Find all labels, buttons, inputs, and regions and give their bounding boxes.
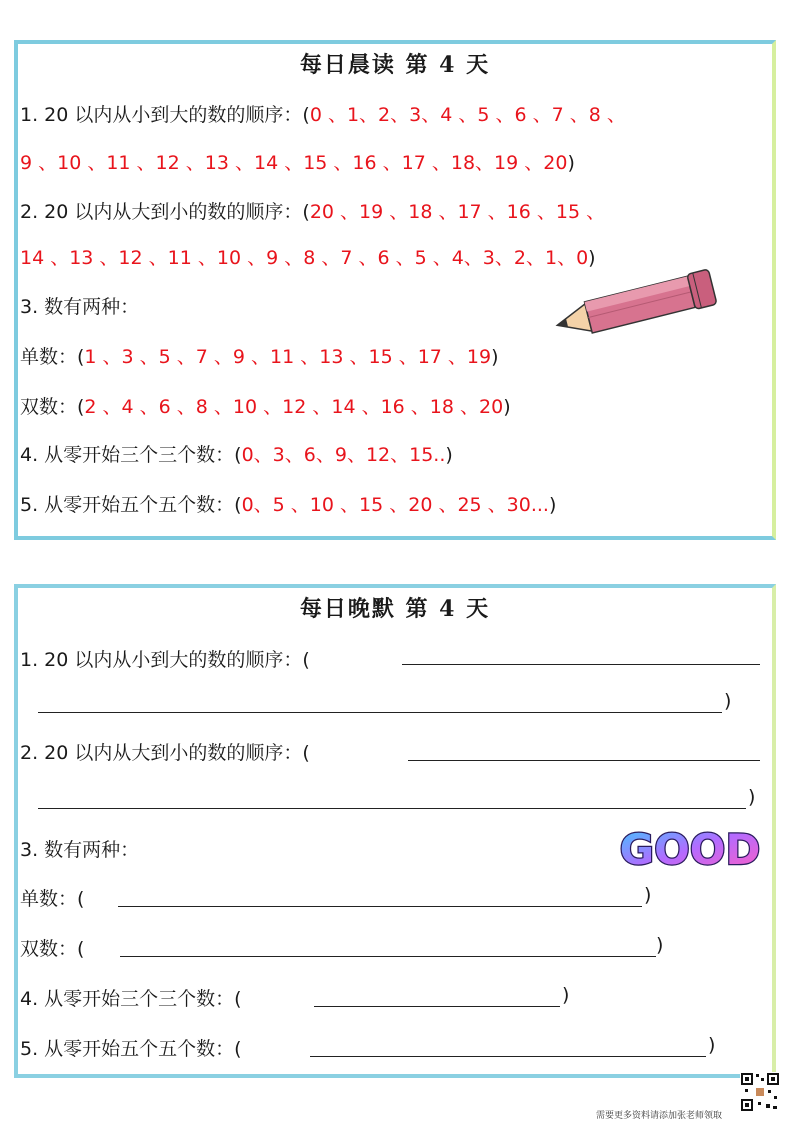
morning-q1-answer-2: 9 、10 、11 、12 、13 、14 、15 、16 、17 、18、19 、20 bbox=[20, 152, 568, 174]
morning-q3: 3. 数有两种： bbox=[20, 296, 140, 318]
morning-q5-values: 0、5 、10 、15 、20 、25 、30... bbox=[241, 494, 549, 516]
morning-q4-label: 4. 从零开始三个三个数：( bbox=[20, 444, 242, 466]
evening-q5-label: 5. 从零开始五个五个数：( bbox=[20, 1038, 242, 1060]
evening-q1-close: ) bbox=[724, 690, 732, 712]
morning-even-values: 2 、4 、6 、8 、10 、12 、14 、16 、18 、20 bbox=[84, 396, 504, 418]
morning-even-label: 双数：( bbox=[20, 396, 85, 418]
evening-q4-label: 4. 从零开始三个三个数：( bbox=[20, 988, 242, 1010]
morning-q2 bbox=[20, 197, 605, 224]
morning-q2-answer-2: 14 、13 、12 、11 、10 、9 、8 、7 、6 、5 、4、3、2、1、0 bbox=[20, 247, 589, 269]
morning-q1-cont: 9 、10 、11 、12 、13 、14 、15 、16 、17 、18、19 、20) bbox=[20, 152, 575, 174]
evening-q1-blank-1[interactable] bbox=[402, 646, 760, 665]
morning-q2-answer-1: 20 、19 、18 、17 、16 、15 、 bbox=[309, 201, 606, 223]
morning-q4-values: 0、3、6、9、12、15.. bbox=[241, 444, 446, 466]
evening-q2-close: ) bbox=[748, 786, 756, 808]
morning-title: 每日晨读 第 4 天 bbox=[299, 52, 491, 78]
evening-q1-blank-2[interactable] bbox=[38, 694, 722, 713]
morning-q2-cont: 14 、13 、12 、11 、10 、9 、8 、7 、6 、5 、4、3、2、1、0) bbox=[20, 247, 596, 269]
evening-q3: 3. 数有两种： bbox=[20, 839, 140, 861]
morning-q5-label: 5. 从零开始五个五个数：( bbox=[20, 494, 242, 516]
morning-q1-answer-1: 0 、1、2、3、4 、5 、6 、7 、8 、 bbox=[309, 104, 626, 126]
evening-title: 每日晚默 第 4 天 bbox=[299, 596, 491, 622]
morning-even: 双数：(2 、4 、6 、8 、10 、12 、14 、16 、18 、20) bbox=[20, 396, 511, 418]
evening-even-close: ) bbox=[656, 934, 664, 956]
morning-q5: 5. 从零开始五个五个数：(0、5 、10 、15 、20 、25 、30...) bbox=[20, 494, 557, 516]
good-sticker-text: GOOD bbox=[620, 825, 760, 874]
morning-q4: 4. 从零开始三个三个数：(0、3、6、9、12、15..) bbox=[20, 444, 453, 466]
evening-q2-label: 2. 20 以内从大到小的数的顺序：( bbox=[20, 742, 310, 764]
evening-odd-blank[interactable] bbox=[118, 888, 642, 907]
evening-odd-label: 单数：( bbox=[20, 888, 85, 910]
evening-q4-close: ) bbox=[562, 984, 570, 1006]
pencil-icon bbox=[548, 268, 720, 336]
evening-q2-blank-2[interactable] bbox=[38, 790, 746, 809]
evening-odd-close: ) bbox=[644, 884, 652, 906]
evening-q2-blank-1[interactable] bbox=[408, 742, 760, 761]
qr-code-icon[interactable] bbox=[740, 1072, 780, 1112]
morning-odd-label: 单数：( bbox=[20, 346, 85, 368]
evening-q4-blank[interactable] bbox=[314, 988, 560, 1007]
evening-even-blank[interactable] bbox=[120, 938, 656, 957]
morning-q2-label: 2. 20 以内从大到小的数的顺序：( bbox=[20, 201, 310, 223]
good-sticker-icon bbox=[620, 818, 760, 880]
morning-odd: 单数：(1 、3 、5 、7 、9 、11 、13 、15 、17 、19) bbox=[20, 346, 499, 368]
evening-even-label: 双数：( bbox=[20, 938, 85, 960]
evening-q5-blank[interactable] bbox=[310, 1038, 706, 1057]
morning-odd-values: 1 、3 、5 、7 、9 、11 、13 、15 、17 、19 bbox=[84, 346, 492, 368]
morning-q1 bbox=[20, 100, 626, 127]
evening-q5-close: ) bbox=[708, 1034, 716, 1056]
evening-q1-label: 1. 20 以内从小到大的数的顺序：( bbox=[20, 649, 310, 671]
footer-note: 需要更多资料请添加张老师领取 bbox=[596, 1111, 723, 1121]
morning-q1-label: 1. 20 以内从小到大的数的顺序：( bbox=[20, 104, 310, 126]
